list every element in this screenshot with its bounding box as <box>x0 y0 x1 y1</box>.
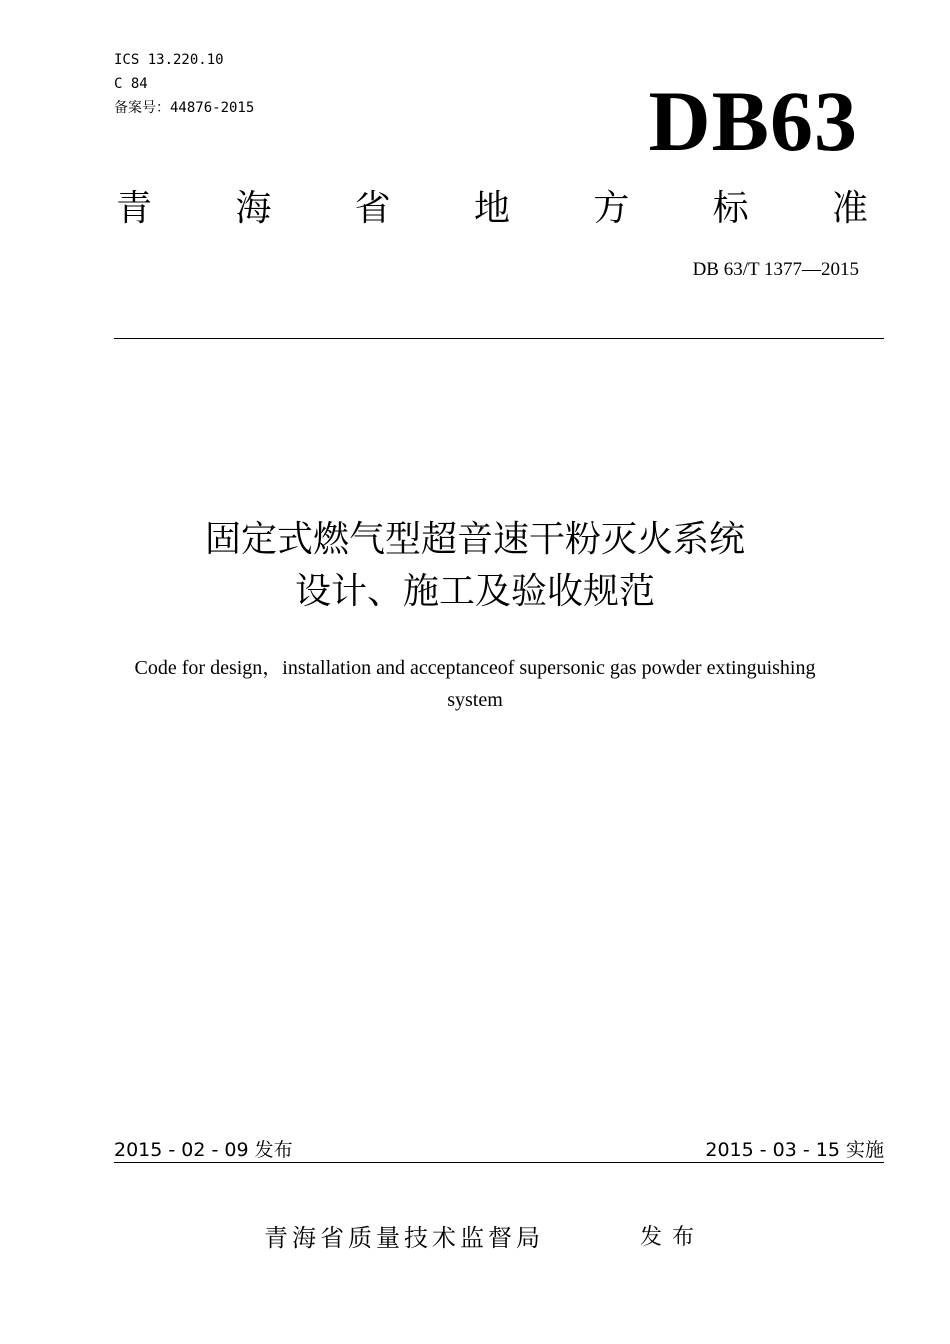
english-title-line-2: system <box>447 689 503 711</box>
classification-block <box>114 48 254 120</box>
standard-type-char: 海 <box>235 188 272 229</box>
record-number: 备案号：44876-2015 <box>114 100 255 116</box>
title-line-2: 设计、施工及验收规范 <box>294 571 655 612</box>
english-title <box>60 652 890 716</box>
ics-code: ICS 13.220.10 <box>114 52 224 68</box>
title-line-1: 固定式燃气型超音速干粉灭火系统 <box>204 519 745 560</box>
standard-type-char: 标 <box>712 188 749 229</box>
publisher-name: 青海省质量技术监督局 <box>264 1224 544 1252</box>
standard-logo: DB63 <box>648 73 858 169</box>
date-row <box>114 1136 884 1164</box>
standard-type-char: 省 <box>354 188 391 229</box>
standard-type-heading <box>116 186 868 232</box>
issue-date: 2015 - 02 - 09 发布 <box>114 1139 293 1161</box>
top-divider <box>114 338 884 339</box>
standard-number: DB 63/T 1377—2015 <box>692 259 859 280</box>
standard-type-char: 地 <box>473 188 510 229</box>
standard-type-char: 方 <box>593 188 630 229</box>
english-title-line-1: Code for design，installation and acceptanceof supersonic gas powder extinguishing <box>134 657 816 679</box>
publish-label: 发布 <box>640 1225 705 1250</box>
document-title <box>0 514 950 618</box>
standard-type-char: 准 <box>831 188 868 229</box>
ccs-code: C 84 <box>114 76 148 92</box>
bottom-divider <box>114 1162 884 1163</box>
standard-type-char: 青 <box>116 188 153 229</box>
implementation-date: 2015 - 03 - 15 实施 <box>705 1139 884 1161</box>
